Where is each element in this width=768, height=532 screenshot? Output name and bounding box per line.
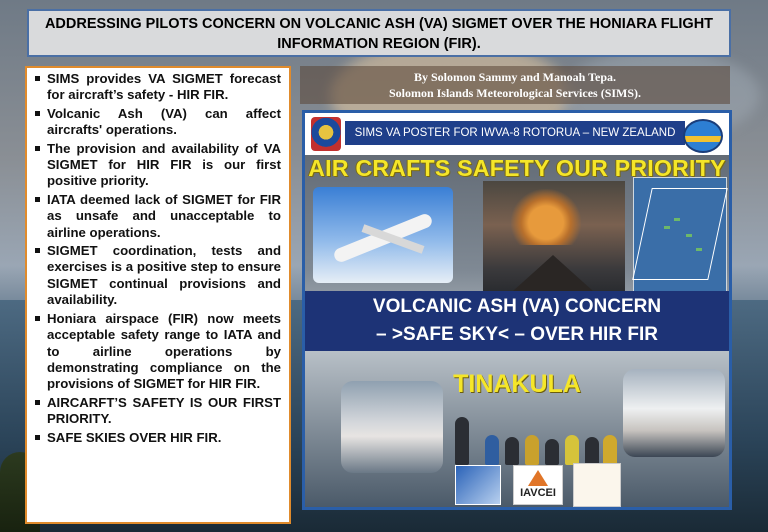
person-silhouette [585,437,599,465]
key-point: SIMS provides VA SIGMET forecast for aircraft’s safety - HIR FIR. [33,71,281,104]
key-points-list [33,71,281,446]
person-silhouette [545,439,559,465]
person-silhouette [525,435,539,465]
concern-line-1: VOLCANIC ASH (VA) CONCERN [372,296,662,317]
sims-poster [302,110,732,510]
sims-logo-icon [683,119,723,153]
fir-boundary [632,188,728,280]
key-points-panel [25,66,291,524]
key-point: Honiara airspace (FIR) now meets acceptable safety range to IATA and to airline operations by demonstrating compliance on the provisions of SIGMET for HIR FIR. [33,311,281,393]
person-silhouette [603,435,617,465]
person-silhouette [485,435,499,465]
volcano-cone [513,255,593,291]
ash-plume [511,189,581,245]
concern-banner [305,291,729,351]
wmo-logo-icon [455,465,501,505]
key-point: The provision and availability of VA SIGMET for HIR FIR is our first positive priority. [33,141,281,190]
key-point: SIGMET coordination, tests and exercises is a positive step to ensure SIGMET continual provisions and availability. [33,243,281,309]
poster-slogan: AIR CRAFTS SAFETY OUR PRIORITY [308,155,726,181]
poster-header [305,113,729,155]
concern-line-2: – >SAFE SKY< – OVER HIR FIR [376,324,658,345]
aircraft-image [313,187,453,283]
authors-affiliation: Solomon Islands Meteorological Services (SIMS). [388,86,642,100]
people-silhouettes-image [445,413,621,465]
solomon-islands-crest-icon [311,117,341,151]
fir-map-image [633,177,727,293]
map-island [674,218,680,221]
volcano-name: TINAKULA [453,370,581,398]
iavcei-logo [513,465,563,505]
authors-banner [300,66,730,104]
iavcei-logo-text: IAVCEI [520,487,556,499]
map-island [664,226,670,229]
map-island [696,248,702,251]
key-point: IATA deemed lack of SIGMET for FIR as unsafe and unacceptable to airline operations. [33,192,281,241]
key-point: SAFE SKIES OVER HIR FIR. [33,430,281,446]
partner-logos [455,465,625,505]
authors-names: By Solomon Sammy and Manoah Tepa. [413,70,617,84]
person-silhouette [455,417,469,465]
key-point: AIRCARFT’S SAFETY IS OUR FIRST PRIORITY. [33,395,281,428]
person-silhouette [505,437,519,465]
eruption-image [483,181,625,291]
iwva-logo-icon [573,463,621,507]
person-silhouette [565,435,579,465]
poster-title: ADDRESSING PILOTS CONCERN ON VOLCANIC ASH (VA) SIGMET OVER THE HONIARA FLIGHT INFORMATION REGION (FIR). [27,9,731,57]
key-point: Volcanic Ash (VA) can affect aircrafts' operations. [33,106,281,139]
poster-header-title: SIMS VA POSTER FOR IWVA-8 ROTORUA – NEW ZEALAND [345,121,685,145]
map-island [686,234,692,237]
